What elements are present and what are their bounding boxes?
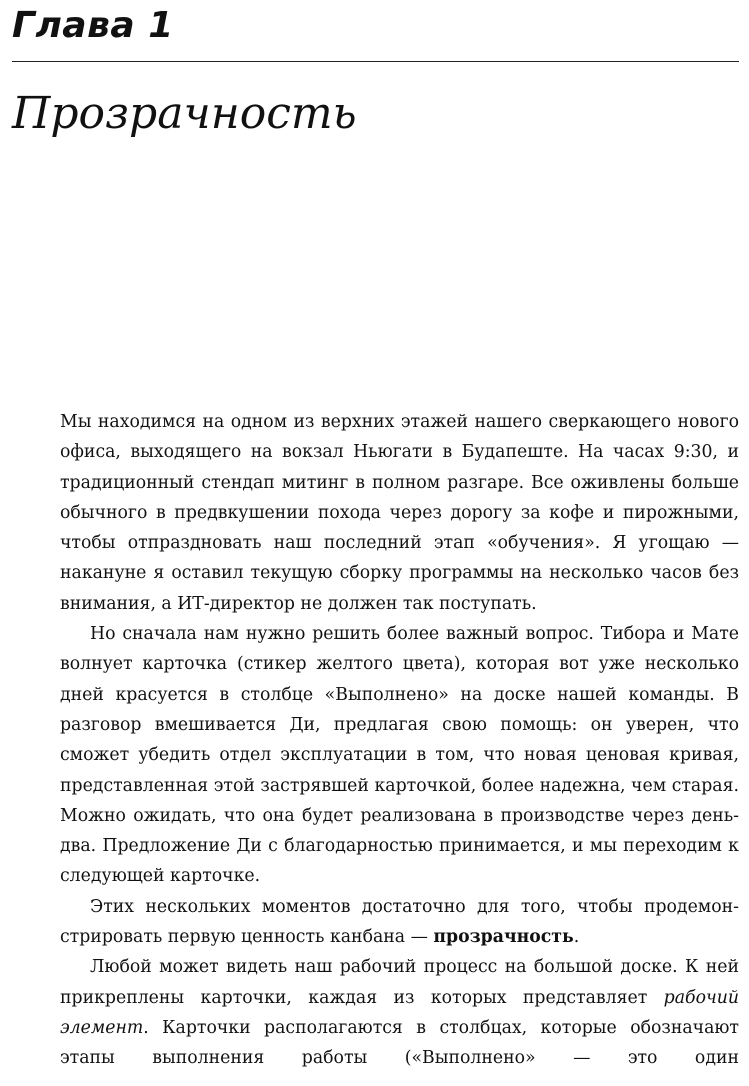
paragraph-2: Но сначала нам нужно решить более важный вопрос. Тибора и Мате волнует карточка (стикер желтого цвета), которая вот уже несколько дней красуется в столбце «Выполнено» на доске нашей команды. В разговор вмешивается Ди, предлагая свою помощь: он уверен, что сможет убедить отдел эксплуатации в том, что новая ценовая кривая, представленная этой застрявшей карточкой, более надежна, чем старая. Можно ожидать, что она будет реализована в производстве через день-два. Предложение Ди с благодарностью принимается, и мы переходим к следующей карточке. (60, 624, 739, 887)
paragraph-4 (60, 952, 739, 1073)
term-work-item: рабочий элемент (60, 987, 739, 1038)
chapter-label: Глава 1 (12, 5, 174, 46)
chapter-divider (12, 61, 739, 62)
paragraph-4-text: Любой может видеть наш рабочий процесс на большой доске. К ней прикреплены карточки, каждая из которых представляет (60, 957, 739, 1008)
paragraph-3-text: Этих нескольких моментов достаточно для того, чтобы продемонстрировать первую ценность канбана — (60, 896, 739, 948)
paragraph-1: Мы находимся на одном из верхних этажей нашего сверкающего нового офиса, выходящего на вокзал Ньюгати в Будапеште. На часах 9:30, и традиционный стендап митинг в полном разгаре. Все оживлены больше обычного в предвкушении похода через дорогу за кофе и пирожными, чтобы отпраздновать наш последний этап «обучения». Я угощаю — накануне я оставил текущую сборку программы на несколько часов без внимания, а ИТ-директор не должен так поступать. (60, 412, 739, 614)
term-transparency: прозрачность (433, 927, 574, 948)
paragraph-4-end: . Карточки располагаются в столбцах, которые обозначают этапы выполнения работы («Выполнено» — это один (60, 1017, 739, 1069)
paragraph-3-end: . (573, 927, 580, 948)
body-text (60, 407, 739, 1074)
paragraph-3 (60, 892, 739, 953)
chapter-title: Прозрачность (12, 88, 357, 139)
